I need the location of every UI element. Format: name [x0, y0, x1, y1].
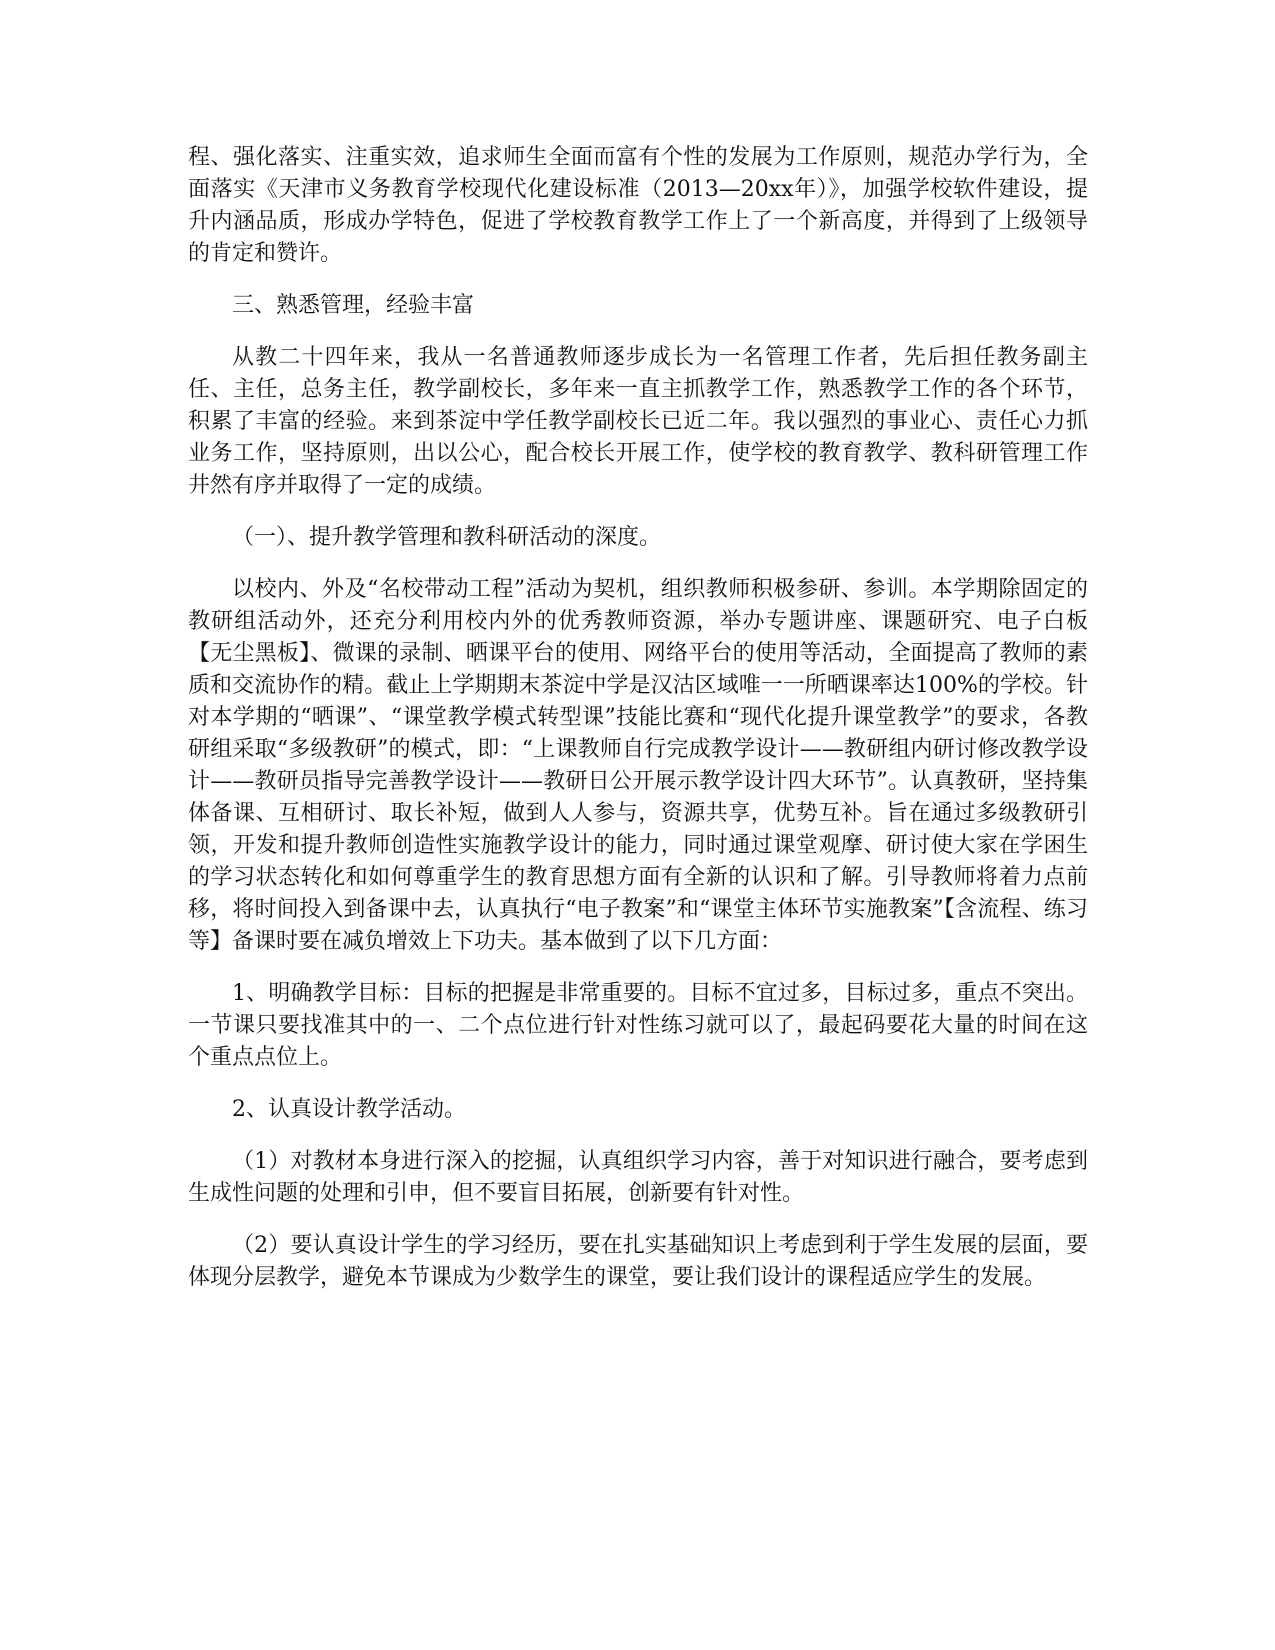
paragraph-teaching-goals: 1、明确教学目标：目标的把握是非常重要的。目标不宜过多，目标过多，重点不突出。一节课只要找准其中的一、二个点位进行针对性练习就可以了，最起码要花大量的时间在这个重点点位上。 [188, 981, 1088, 1070]
paragraph-item-2: （2）要认真设计学生的学习经历，要在扎实基础知识上考虑到利于学生发展的层面，要体现分层教学，避免本节课成为少数学生的课堂，要让我们设计的课程适应学生的发展。 [188, 1233, 1088, 1290]
paragraph-item-1: （1）对教材本身进行深入的挖掘，认真组织学习内容，善于对知识进行融合，要考虑到生成性问题的处理和引申，但不要盲目拓展，创新要有针对性。 [188, 1149, 1088, 1206]
item-heading-2: 2、认真设计教学活动。 [232, 1097, 466, 1122]
paragraph-teaching-research: 以校内、外及“名校带动工程”活动为契机，组织教师积极参研、参训。本学期除固定的教研组活动外，还充分利用校内外的优秀教师资源，举办专题讲座、课题研究、电子白板【无尘黑板】、微课的录制、晒课平台的使用、网络平台的使用等活动，全面提高了教师的素质和交流协作的精。截止上学期期末茶淀中学是汉沽区域唯一一所晒课率达100%的学校。针对本学期的“晒课”、“课堂教学模式转型课”技能比赛和“现代化提升课堂教学”的要求，各教研组采取“多级教研”的模式，即：“上课教师自行完成教学设计——教研组内研讨修改教学设计——教研员指导完善教学设计——教研日公开展示教学设计四大环节”。认真教研，坚持集体备课、互相研讨、取长补短，做到人人参与，资源共享，优势互补。旨在通过多级教研引领，开发和提升教师创造性实施教学设计的能力，同时通过课堂观摩、研讨使大家在学困生的学习状态转化和如何尊重学生的教育思想方面有全新的认识和了解。引导教师将着力点前移，将时间投入到备课中去，认真执行“电子教案”和“课堂主体环节实施教案”【含流程、练习等】备课时要在减负增效上下功夫。基本做到了以下几方面： [188, 577, 1088, 954]
paragraph-experience: 从教二十四年来，我从一名普通教师逐步成长为一名管理工作者，先后担任教务副主任、主任，总务主任，教学副校长，多年来一直主抓教学工作，熟悉教学工作的各个环节，积累了丰富的经验。来到茶淀中学任教学副校长已近二年。我以强烈的事业心、责任心力抓业务工作，坚持原则，出以公心，配合校长开展工作，使学校的教育教学、教科研管理工作井然有序并取得了一定的成绩。 [188, 345, 1088, 498]
document-page [188, 142, 1088, 1314]
paragraph-continuation: 程、强化落实、注重实效，追求师生全面而富有个性的发展为工作原则，规范办学行为，全面落实《天津市义务教育学校现代化建设标准（2013—20xx年）》，加强学校软件建设，提升内涵品质，形成办学特色，促进了学校教育教学工作上了一个新高度，并得到了上级领导的肯定和赞许。 [188, 145, 1088, 266]
section-heading-3: 三、熟悉管理，经验丰富 [232, 293, 475, 318]
subsection-heading-1: （一）、提升教学管理和教科研活动的深度。 [232, 525, 662, 550]
